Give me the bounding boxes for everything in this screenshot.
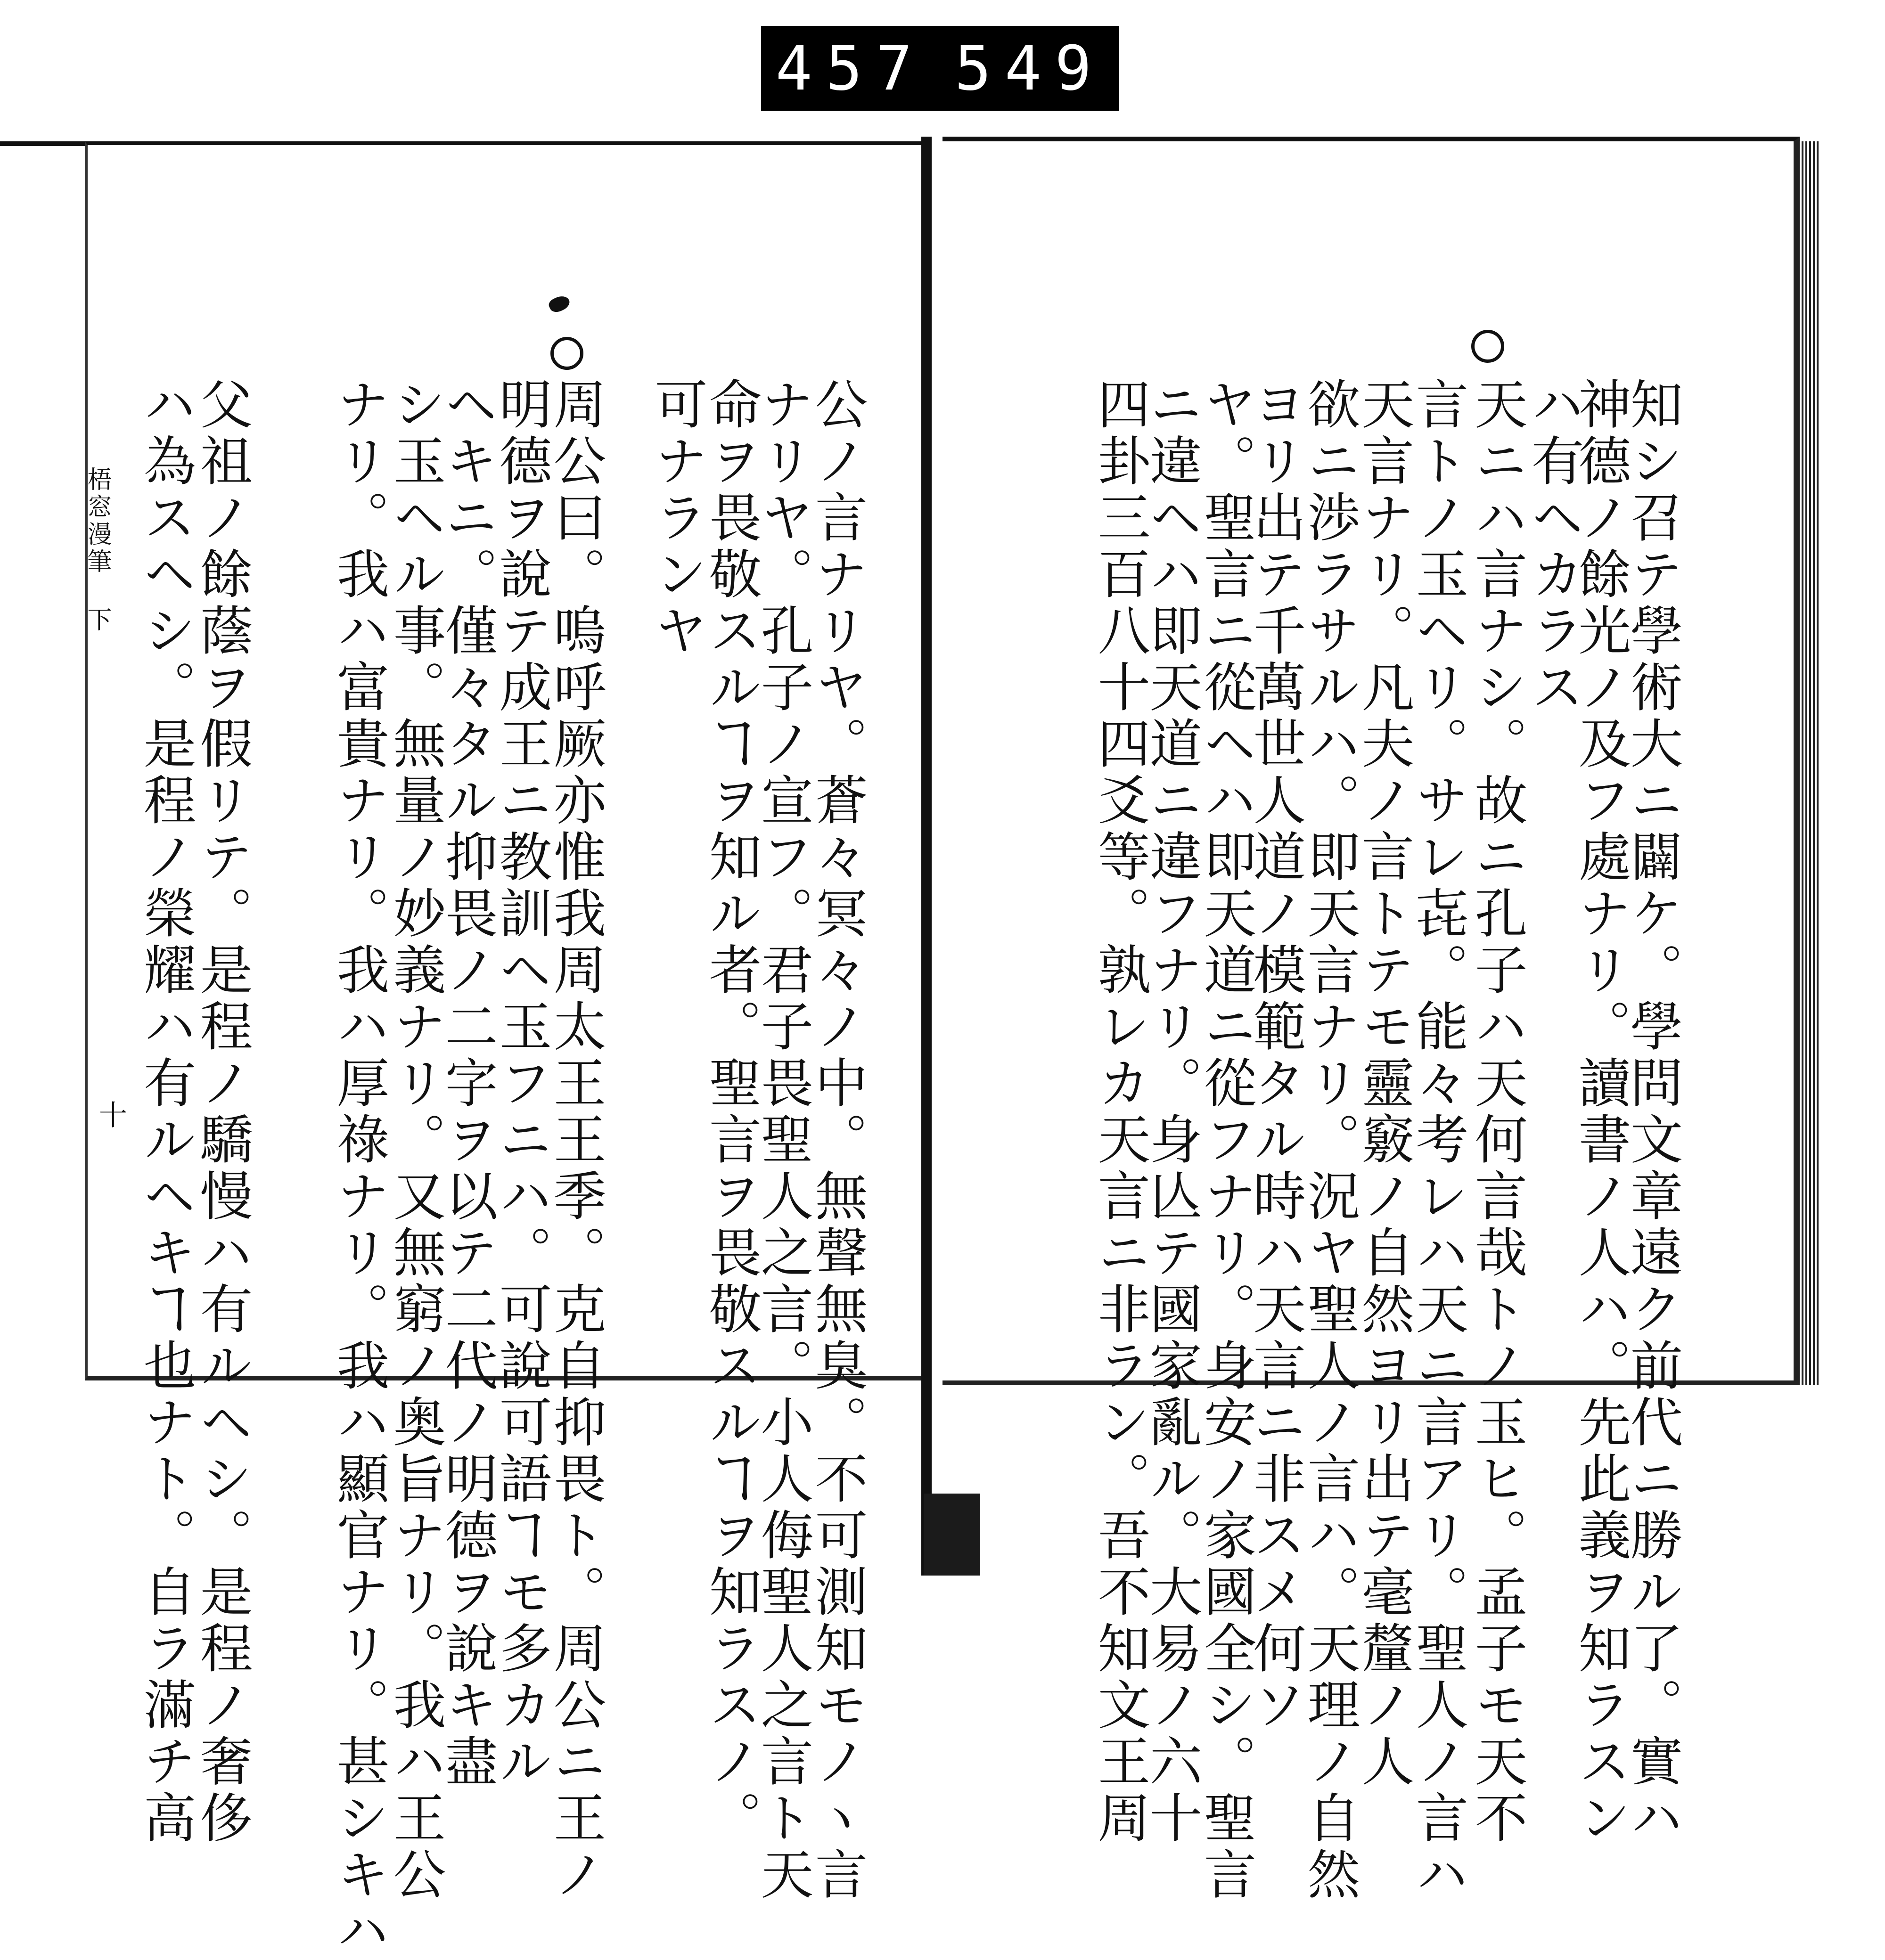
call-number-part-1: 457	[775, 33, 926, 104]
left-column-3: 命ヲ畏敬スルヿヲ知ル者。聖言ヲ畏敬スルヿヲ知ラスノ。	[700, 377, 762, 1847]
right-column-8: ヨリ出テ千萬世人道ノ模範タル時ハ天言ニ非スメ何ソ	[1245, 377, 1306, 1734]
page-edges	[1798, 141, 1820, 1385]
page-number: 十	[94, 1100, 127, 1131]
right-column-3: ハ有ヘカラス	[1523, 377, 1584, 716]
call-number-part-2: 549	[954, 33, 1105, 104]
call-number-label	[761, 26, 1119, 111]
right-column-1: 知シ召テ學術大ニ闢ケ。學問文章遠ク前代ニ勝ル了。實ハ	[1622, 377, 1683, 1847]
section-marker-left	[550, 337, 583, 370]
header-title: 梧窓漫筆 下	[83, 466, 111, 634]
book-spine	[921, 137, 932, 1576]
left-column-9: ナリ。我ハ富貴ナリ。我ハ厚祿ナリ。我ハ顯官ナリ。甚シキハ	[328, 377, 389, 1960]
left-column-10: 父祖ノ餘蔭ヲ假リテ。是程ノ驕慢ハ有ルヘシ。是程ノ奢侈	[191, 377, 253, 1847]
right-column-9: ヤ。聖言ニ從ヘハ即天道ニ從フナリ。身安ノ家國全シ。聖言	[1195, 377, 1256, 1903]
right-column-10: ニ違ヘハ即天道ニ違フナリ。身亾テ國家亂ル。大易ノ六十	[1141, 377, 1202, 1847]
right-column-11: 四卦三百八十四爻等。孰レカ天言ニ非ラン。吾不知文王周	[1089, 377, 1150, 1847]
left-column-2: ナリヤ。孔子ノ宣フ。君子畏聖人之言。小人侮聖人之言ト天	[752, 377, 813, 1903]
left-column-1: 公ノ言ナリヤ。蒼々冥々ノ中。無聲無臭。不可測知モノヽ言	[806, 377, 868, 1903]
right-column-7: 欲ニ渉ラサルハ。即天言ナリ。況ヤ聖人ノ言ハ。天理ノ自然	[1299, 377, 1360, 1903]
left-column-4: 可ナランヤ	[646, 377, 707, 660]
left-column-8: シ玉ヘル事。無量ノ妙義ナリ。又無窮ノ奥旨ナリ。我ハ王公	[385, 377, 446, 1903]
book-spine-base	[924, 1494, 980, 1576]
section-marker-right	[1471, 330, 1504, 363]
left-column-6: 明德ヲ說テ成王ニ教訓ヘ玉フニハ。可說可語ヿモ多カル	[491, 377, 552, 1790]
book-edge-left	[0, 141, 85, 146]
left-column-5: 周公曰。嗚呼厥亦惟我周太王王季。克自抑畏ト。周公ニ王ノ	[545, 377, 606, 1903]
right-column-5: 言トノ玉ヘリ。サレ㐂。能々考レハ天ニ言アリ。聖人ノ言ハ	[1407, 377, 1468, 1903]
right-column-6: 天言ナリ。凡夫ノ言トテモ靈竅ノ自然ヨリ出テ毫釐ノ人	[1353, 377, 1414, 1790]
right-column-4: 天ニハ言ナシ。故ニ孔子ハ天何言哉トノ玉ヒ。孟子モ天不	[1466, 377, 1527, 1847]
left-column-11: ハ為スヘシ。是程ノ榮耀ハ有ルヘキヿ也ナト。自ラ滿チ高	[135, 377, 196, 1847]
left-column-7: ヘキニ。僅々タル抑畏ノ二字ヲ以テ二代ノ明德ヲ說キ盡	[436, 377, 498, 1790]
right-column-2: 神德ノ餘光ノ及フ處ナリ。讀書ノ人ハ。先此義ヲ知ラスン	[1570, 377, 1631, 1847]
